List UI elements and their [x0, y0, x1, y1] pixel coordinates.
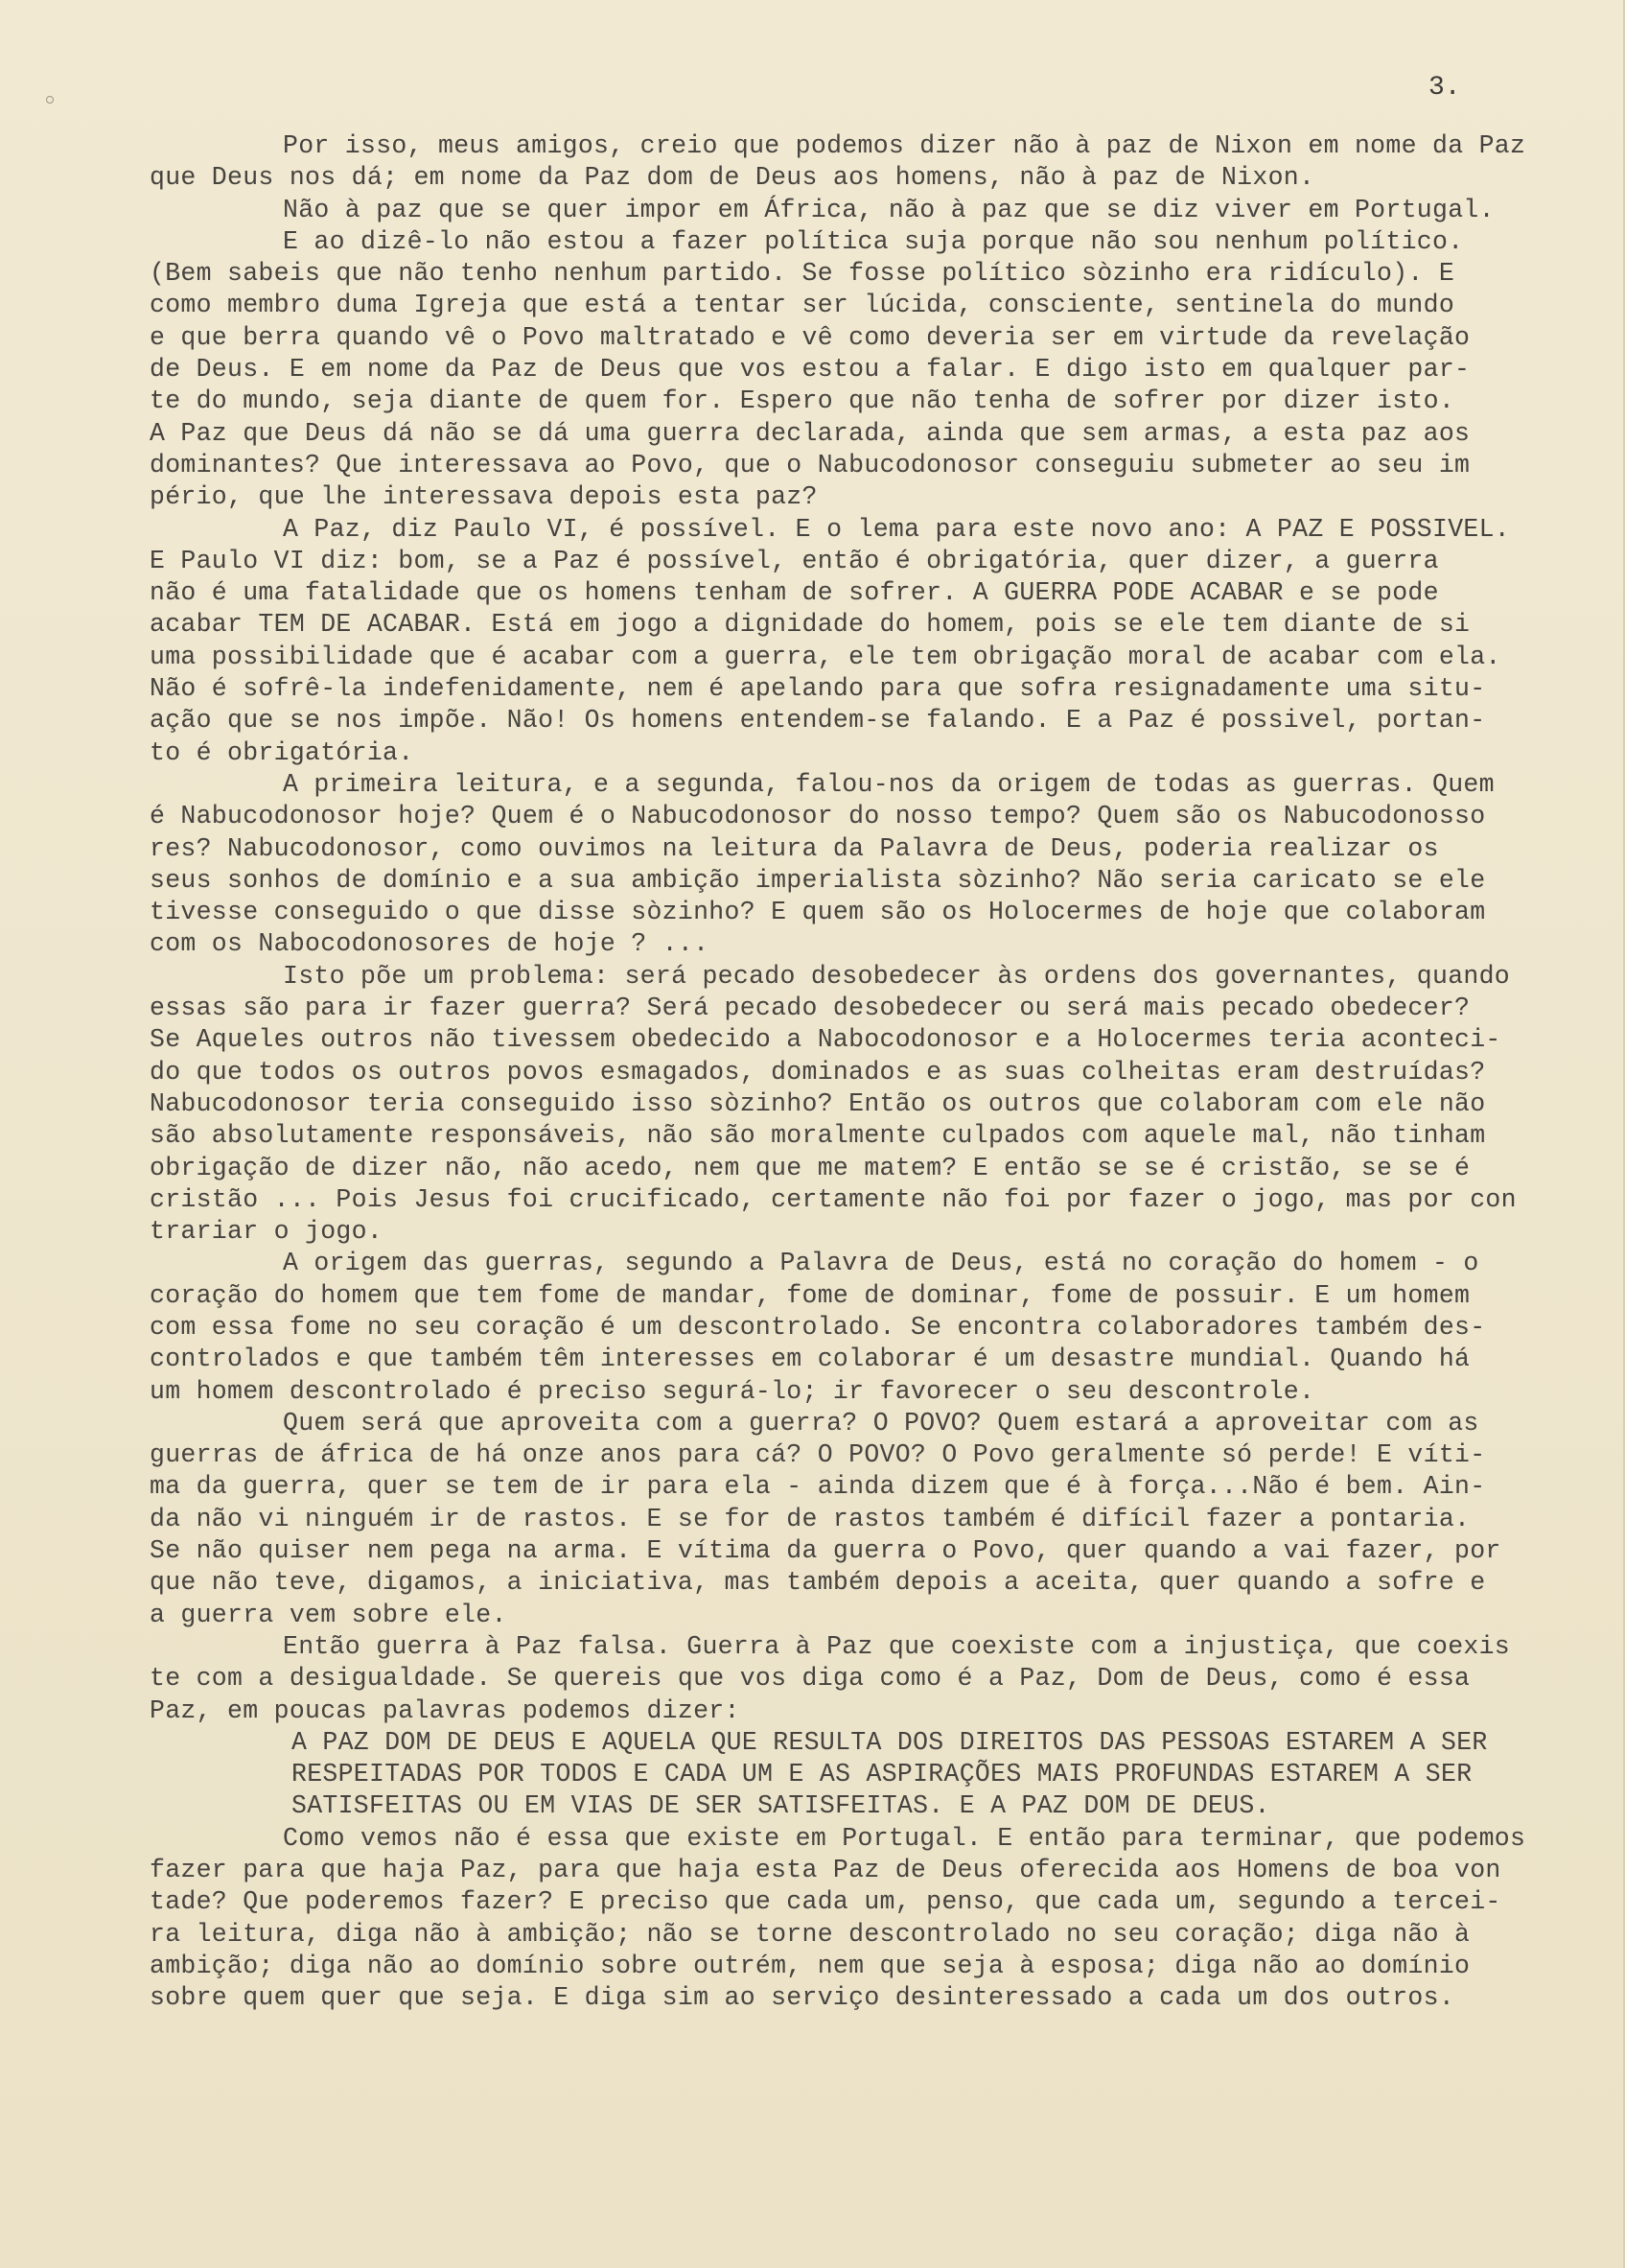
text-line: trariar o jogo. — [150, 1217, 383, 1247]
text-line: de Deus. E em nome da Paz de Deus que vos estou a falar. E digo isto em qualquer par- — [150, 355, 1471, 385]
text-line: e que berra quando vê o Povo maltratado e vê como deveria ser em virtude da revelação — [150, 322, 1471, 352]
text-line: fazer para que haja Paz, para que haja esta Paz de Deus oferecida aos Homens de boa von — [150, 1856, 1501, 1885]
text-line: controlados e que também têm interesses em colaborar é um desastre mundial. Quando há — [150, 1344, 1471, 1374]
text-line: pério, que lhe interessava depois esta paz? — [150, 482, 818, 512]
text-line: do que todos os outros povos esmagados, dominados e as suas colheitas eram destruídas? — [150, 1057, 1486, 1087]
text-line: to é obrigatória. — [150, 737, 414, 767]
text-line: Se não quiser nem pega na arma. E vítima da guerra o Povo, quer quando a vai fazer, por — [150, 1536, 1501, 1566]
text-line: essas são para ir fazer guerra? Será pecado desobedecer ou será mais pecado obedecer? — [150, 994, 1471, 1023]
text-line: E ao dizê-lo não estou a fazer política suja porque não sou nenhum político. — [283, 226, 1464, 256]
text-line: cristão ... Pois Jesus foi crucificado, certamente não foi por fazer o jogo, mas por con — [150, 1184, 1517, 1214]
text-line: ma da guerra, quer se tem de ir para ela - ainda dizem que é à força...Não é bem. Ain- — [150, 1472, 1486, 1502]
text-line: seus sonhos de domínio e a sua ambição imperialista sòzinho? Não seria caricato se ele — [150, 865, 1486, 895]
page-number: 3. — [1428, 73, 1461, 103]
text-line: A primeira leitura, e a segunda, falou-nos da origem de todas as guerras. Quem — [283, 769, 1495, 799]
text-line: sobre quem quer que seja. E diga sim ao serviço desinteressado a cada um dos outros. — [150, 1983, 1455, 2013]
text-line: Então guerra à Paz falsa. Guerra à Paz que coexiste com a injustiça, que coexis — [283, 1631, 1511, 1661]
text-line: ra leitura, diga não à ambição; não se torne descontrolado no seu coração; diga não à — [150, 1919, 1471, 1949]
text-line: como membro duma Igreja que está a tentar ser lúcida, consciente, sentinela do mundo — [150, 291, 1455, 320]
text-line: (Bem sabeis que não tenho nenhum partido. Se fosse político sòzinho era ridículo). E — [150, 259, 1455, 289]
text-line: Se Aqueles outros não tivessem obedecido a Nabocodonosor e a Holocermes teria aconteci- — [150, 1025, 1501, 1055]
text-line: tivesse conseguido o que disse sòzinho? E quem são os Holocermes de hoje que colaboram — [150, 898, 1486, 927]
text-line: E Paulo VI diz: bom, se a Paz é possível, então é obrigatória, quer dizer, a guerra — [150, 546, 1439, 575]
sermon-text — [0, 130, 1625, 2015]
text-line: coração do homem que tem fome de mandar, fome de dominar, fome de possuir. E um homem — [150, 1280, 1471, 1310]
text-line: tade? Que poderemos fazer? E preciso que cada um, penso, que cada um, segundo a tercei- — [150, 1887, 1501, 1917]
text-line: obrigação de dizer não, não acedo, nem que me matem? E então se se é cristão, se se é — [150, 1153, 1471, 1182]
text-line: uma possibilidade que é acabar com a guerra, ele tem obrigação moral de acabar com ela. — [150, 642, 1501, 671]
text-line: Por isso, meus amigos, creio que podemos dizer não à paz de Nixon em nome da Paz — [283, 131, 1526, 160]
text-line: RESPEITADAS POR TODOS E CADA UM E AS ASPIRAÇÕES MAIS PROFUNDAS ESTAREM A SER — [291, 1760, 1473, 1789]
text-line: Não é sofrê-la indefenidamente, nem é apelando para que sofra resignadamente uma situ- — [150, 674, 1486, 704]
text-line: dominantes? Que interessava ao Povo, que o Nabucodonosor conseguiu submeter ao seu im — [150, 450, 1471, 479]
text-line: que não teve, digamos, a iniciativa, mas também depois a aceita, quer quando a sofre e — [150, 1568, 1486, 1598]
text-line: um homem descontrolado é preciso segurá-lo; ir favorecer o seu descontrole. — [150, 1376, 1315, 1406]
text-line: a guerra vem sobre ele. — [150, 1600, 507, 1629]
paper-speck — [46, 96, 54, 104]
text-line: com essa fome no seu coração é um descontrolado. Se encontra colaboradores também des- — [150, 1312, 1486, 1342]
text-line: SATISFEITAS OU EM VIAS DE SER SATISFEITAS. E A PAZ DOM DE DEUS. — [291, 1791, 1270, 1821]
text-line: são absolutamente responsáveis, não são moralmente culpados com aquele mal, não tinham — [150, 1121, 1486, 1151]
text-line: da não vi ninguém ir de rastos. E se for de rastos também é difícil fazer a pontaria. — [150, 1504, 1471, 1533]
text-line: A Paz que Deus dá não se dá uma guerra declarada, ainda que sem armas, a esta paz aos — [150, 418, 1471, 448]
text-line: não é uma fatalidade que os homens tenham de sofrer. A GUERRA PODE ACABAR e se pode — [150, 578, 1439, 608]
text-line: A PAZ DOM DE DEUS E AQUELA QUE RESULTA DOS DIREITOS DAS PESSOAS ESTAREM A SER — [291, 1727, 1488, 1757]
text-line: guerras de áfrica de há onze anos para cá? O POVO? O Povo geralmente só perde! E víti- — [150, 1440, 1486, 1470]
text-line: A Paz, diz Paulo VI, é possível. E o lema para este novo ano: A PAZ E POSSIVEL. — [283, 514, 1511, 544]
text-line: A origem das guerras, segundo a Palavra de Deus, está no coração do homem - o — [283, 1249, 1479, 1278]
text-line: com os Nabocodonosores de hoje ? ... — [150, 929, 709, 959]
text-line: Nabucodonosor teria conseguido isso sòzinho? Então os outros que colaboram com ele não — [150, 1088, 1486, 1118]
text-line: Paz, em poucas palavras podemos dizer: — [150, 1695, 740, 1725]
text-line: Quem será que aproveita com a guerra? O POVO? Quem estará a aproveitar com as — [283, 1408, 1479, 1438]
text-line: que Deus nos dá; em nome da Paz dom de Deus aos homens, não à paz de Nixon. — [150, 163, 1315, 193]
text-line: ambição; diga não ao domínio sobre outrém, nem que seja à esposa; diga não ao domínio — [150, 1951, 1471, 1980]
text-line: é Nabucodonosor hoje? Quem é o Nabucodonosor do nosso tempo? Quem são os Nabucodonosso — [150, 802, 1486, 831]
text-line: Não à paz que se quer impor em África, não à paz que se diz viver em Portugal. — [283, 195, 1495, 224]
text-line: Isto põe um problema: será pecado desobedecer às ordens dos governantes, quando — [283, 961, 1511, 991]
text-line: res? Nabucodonosor, como ouvimos na leitura da Palavra de Deus, poderia realizar os — [150, 833, 1439, 863]
text-line: ação que se nos impõe. Não! Os homens entendem-se falando. E a Paz é possivel, portan- — [150, 706, 1486, 736]
text-line: te com a desigualdade. Se quereis que vos diga como é a Paz, Dom de Deus, como é essa — [150, 1664, 1471, 1694]
text-line: te do mundo, seja diante de quem for. Espero que não tenha de sofrer por dizer isto. — [150, 386, 1455, 416]
text-line: acabar TEM DE ACABAR. Está em jogo a dignidade do homem, pois se ele tem diante de si — [150, 610, 1471, 640]
text-line: Como vemos não é essa que existe em Portugal. E então para terminar, que podemos — [283, 1823, 1526, 1853]
